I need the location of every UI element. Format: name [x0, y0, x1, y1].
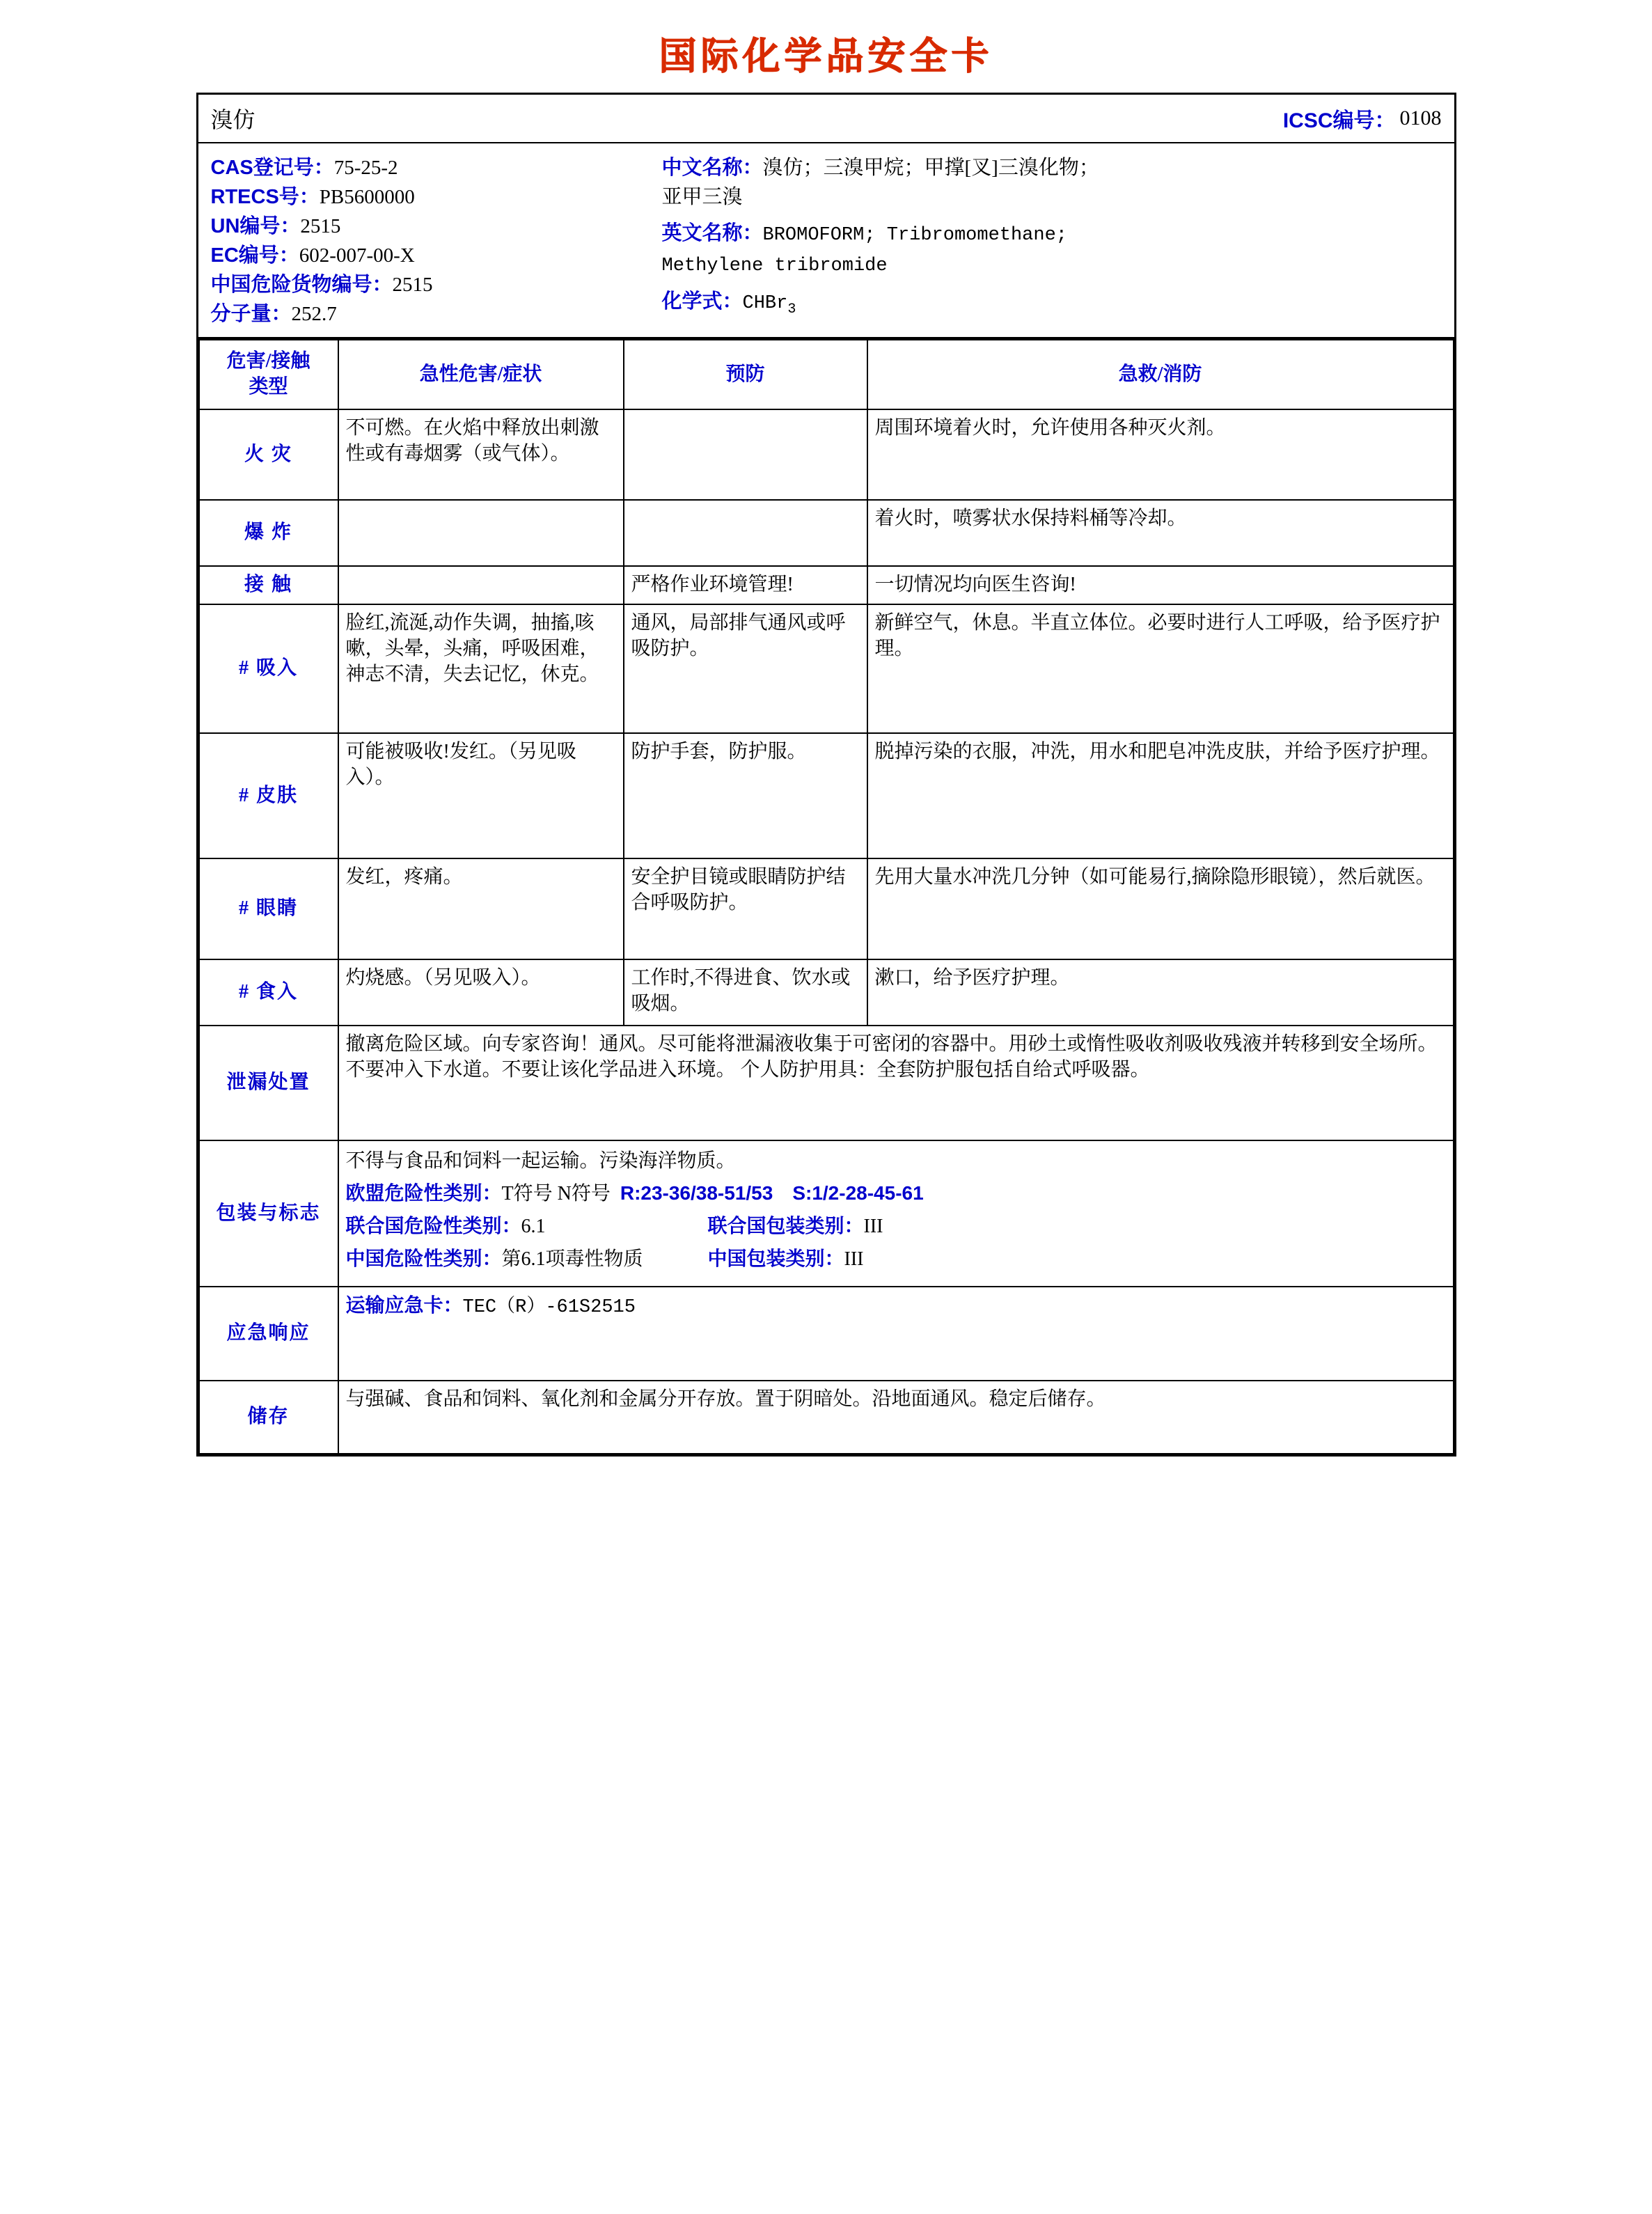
en-name-row-2 [662, 249, 1443, 280]
table-row [199, 604, 1454, 733]
packaging-cn-line [346, 1244, 1446, 1274]
eu-hazard-class-value: T符号 N符号 [501, 1183, 611, 1205]
table-row [199, 733, 1454, 858]
exposure-prevention: 严格作业环境管理! [624, 566, 867, 604]
row-label-spill: 泄漏处置 [199, 1026, 338, 1140]
cn-packing-group [708, 1244, 864, 1274]
rtecs-label: RTECS号： [210, 186, 320, 209]
cn-packing-label: 中国包装类别： [707, 1248, 844, 1270]
en-name-label: 英文名称： [661, 222, 763, 245]
row-label-explosion: 爆 炸 [199, 500, 338, 566]
cn-dangerous-goods-value: 2515 [392, 274, 433, 297]
eu-r-phrases: R:23-36/38-51/53 [620, 1182, 773, 1204]
cn-name-row-2 [662, 182, 1443, 212]
cas-label: CAS登记号： [210, 157, 334, 179]
identity-gap-2 [662, 280, 1443, 287]
un-row [211, 212, 658, 241]
cn-packing-value: III [844, 1248, 864, 1271]
en-name-row [662, 219, 1443, 249]
spill-row [199, 1026, 1454, 1140]
table-row [199, 959, 1454, 1026]
emergency-content [338, 1287, 1454, 1381]
identity-block [198, 143, 1454, 339]
transport-emergency-card-value: TEC（R）-61S2515 [462, 1297, 636, 1319]
un-hazard-class-value: 6.1 [521, 1216, 546, 1238]
cn-name-label: 中文名称： [661, 157, 763, 179]
identity-gap [662, 212, 1443, 219]
identity-left [198, 153, 658, 329]
icsc-number: 0108 [1399, 107, 1442, 129]
inhalation-firstaid: 新鲜空气，休息。半直立体位。必要时进行人工呼吸，给予医疗护理。 [867, 604, 1454, 733]
card-header [198, 95, 1454, 143]
explosion-prevention [624, 500, 867, 566]
packaging-un-line [346, 1211, 1446, 1241]
storage-row [199, 1381, 1454, 1454]
cn-dangerous-goods-label: 中国危险货物编号： [210, 274, 393, 297]
row-label-inhalation: # 吸入 [199, 604, 338, 733]
packaging-row [199, 1140, 1454, 1287]
eyes-firstaid: 先用大量水冲洗几分钟（如可能易行,摘除隐形眼镜），然后就医。 [867, 858, 1454, 959]
molecular-weight-label: 分子量： [210, 303, 292, 326]
row-label-fire: 火 灾 [199, 409, 338, 500]
en-name-value: BROMOFORM; Tribromomethane; [762, 225, 1067, 246]
column-header-hazard: 急性危害/症状 [338, 340, 624, 409]
row-label-skin: # 皮肤 [199, 733, 338, 858]
packaging-line1: 不得与食品和饲料一起运输。污染海洋物质。 [345, 1150, 736, 1172]
cas-row [211, 153, 658, 182]
column-header-firstaid: 急救/消防 [867, 340, 1454, 409]
table-header-row [199, 340, 1454, 409]
un-label: UN编号： [210, 215, 301, 238]
packaging-content [338, 1140, 1454, 1287]
un-packing-value: III [863, 1216, 883, 1238]
table-row [199, 566, 1454, 604]
column-header-prevention: 预防 [624, 340, 867, 409]
un-packing-label: 联合国包装类别： [707, 1215, 864, 1237]
row-label-ingestion: # 食入 [199, 959, 338, 1026]
column-header-type [199, 340, 338, 409]
emergency-row [199, 1287, 1454, 1381]
inhalation-prevention: 通风，局部排气通风或呼吸防护。 [624, 604, 867, 733]
row-label-emergency: 应急响应 [199, 1287, 338, 1381]
icsc-card [196, 93, 1456, 1457]
en-name-value-2: Methylene tribromide [661, 256, 888, 277]
un-packing-group [708, 1211, 883, 1241]
eu-s-phrases: S:1/2-28-45-61 [792, 1182, 924, 1204]
icsc-label: ICSC编号： [1282, 109, 1396, 132]
ingestion-prevention: 工作时,不得进食、饮水或吸烟。 [624, 959, 867, 1026]
molecular-weight-value: 252.7 [291, 303, 337, 326]
fire-firstaid: 周围环境着火时，允许使用各种灭火剂。 [867, 409, 1454, 500]
eyes-hazard: 发红，疼痛。 [338, 858, 624, 959]
ingestion-firstaid: 漱口，给予医疗护理。 [867, 959, 1454, 1026]
storage-text: 与强碱、食品和饲料、氧化剂和金属分开存放。置于阴暗处。沿地面通风。稳定后储存。 [338, 1381, 1454, 1454]
formula-subscript: 3 [787, 301, 796, 318]
rtecs-row [211, 182, 658, 212]
cn-dangerous-goods-row [211, 270, 658, 299]
ec-label: EC编号： [210, 244, 299, 267]
exposure-firstaid: 一切情况均向医生咨询! [867, 566, 1454, 604]
table-row [199, 858, 1454, 959]
molecular-weight-row [211, 299, 658, 329]
spill-text: 撤离危险区域。向专家咨询！通风。尽可能将泄漏液收集于可密闭的容器中。用砂土或惰性吸收剂吸收残液并转移到安全场所。不要冲入下水道。不要让该化学品进入环境。 个人防护用具：全套防护服包括自给式呼吸器。 [338, 1026, 1454, 1140]
eyes-prevention: 安全护目镜或眼睛防护结合呼吸防护。 [624, 858, 867, 959]
cn-name-value: 溴仿；三溴甲烷；甲撑[叉]三溴化物； [762, 157, 1099, 179]
cas-value: 75-25-2 [333, 157, 398, 179]
row-label-exposure: 接 触 [199, 566, 338, 604]
fire-hazard: 不可燃。在火焰中释放出刺激性或有毒烟雾（或气体）。 [338, 409, 624, 500]
row-label-storage: 储存 [199, 1381, 338, 1454]
table-row [199, 500, 1454, 566]
inhalation-hazard: 脸红,流涎,动作失调，抽搐,咳嗽，头晕，头痛，呼吸困难，神志不清，失去记忆，休克。 [338, 604, 624, 733]
un-value: 2515 [300, 215, 341, 238]
un-hazard-class-label: 联合国危险性类别： [345, 1215, 521, 1237]
un-hazard-class-group [346, 1211, 708, 1241]
column-header-type-line1: 危害/接触 [226, 350, 310, 372]
cn-hazard-class-label: 中国危险性类别： [345, 1248, 502, 1270]
packaging-eu-line [346, 1179, 1446, 1209]
formula-row [662, 287, 1443, 320]
table-row [199, 409, 1454, 500]
column-header-type-line2: 类型 [249, 376, 288, 398]
explosion-firstaid: 着火时，喷雾状水保持料桶等冷却。 [867, 500, 1454, 566]
row-label-packaging: 包装与标志 [199, 1140, 338, 1287]
eu-hazard-class-label: 欧盟危险性类别： [345, 1182, 502, 1204]
exposure-hazard [338, 566, 624, 604]
ingestion-hazard: 灼烧感。（另见吸入）。 [338, 959, 624, 1026]
cn-hazard-class-group [346, 1244, 708, 1274]
cn-hazard-class-value: 第6.1项毒性物质 [501, 1248, 643, 1271]
skin-firstaid: 脱掉污染的衣服，冲洗，用水和肥皂冲洗皮肤，并给予医疗护理。 [867, 733, 1454, 858]
rtecs-value: PB5600000 [319, 186, 415, 209]
ec-value: 602-007-00-X [299, 244, 415, 267]
identity-right [658, 153, 1454, 329]
transport-emergency-card-label: 运输应急卡： [345, 1294, 463, 1317]
row-label-eyes: # 眼睛 [199, 858, 338, 959]
formula-label: 化学式： [661, 290, 743, 313]
fire-prevention [624, 409, 867, 500]
substance-name: 溴仿 [210, 107, 255, 132]
cn-name-value-2: 亚甲三溴 [661, 186, 743, 209]
cn-name-row [662, 153, 1443, 182]
page-title: 国际化学品安全卡 [659, 36, 993, 77]
skin-hazard: 可能被吸收!发红。（另见吸入）。 [338, 733, 624, 858]
formula-value: CHBr [742, 293, 788, 315]
ec-row [211, 241, 658, 270]
hazard-table [198, 339, 1454, 1454]
explosion-hazard [338, 500, 624, 566]
skin-prevention: 防护手套，防护服。 [624, 733, 867, 858]
